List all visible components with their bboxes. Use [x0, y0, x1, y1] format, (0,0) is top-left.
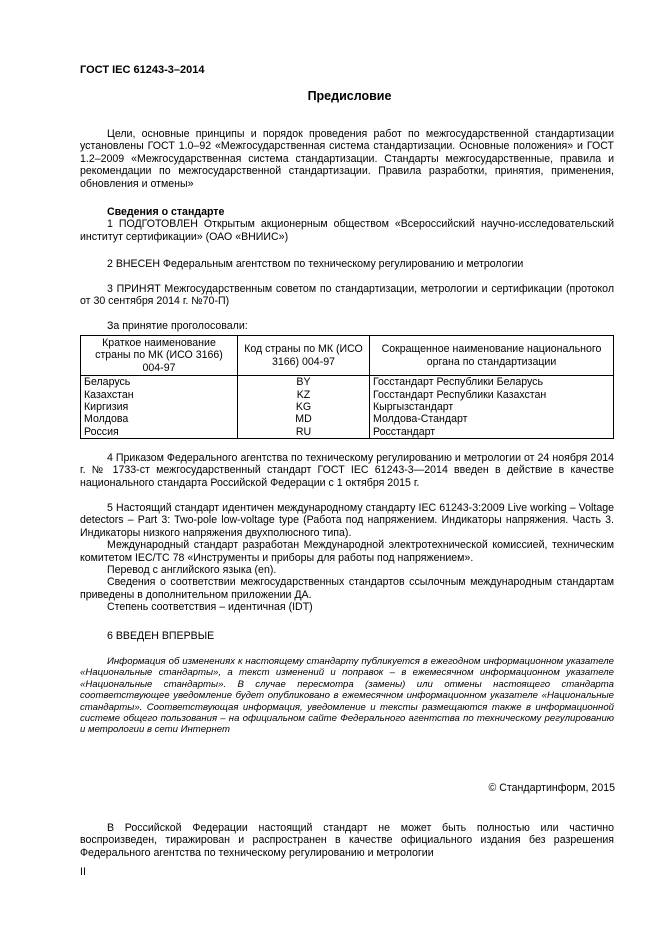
table-cell-code: BY [238, 376, 370, 389]
table-cell-body: Кыргызстандарт [370, 401, 614, 413]
item-1: 1 ПОДГОТОВЛЕН Открытым акционерным обществом «Всероссийский научно-исследовательский институт сертификации» (ОАО «ВНИИС») [80, 218, 614, 243]
item-2: 2 ВНЕСЕН Федеральным агентством по техническому регулированию и метрологии [107, 258, 524, 270]
item-6: 6 ВВЕДЕН ВПЕРВЫЕ [107, 630, 215, 642]
table-row [81, 376, 614, 389]
voted-label: За принятие проголосовали: [107, 320, 248, 332]
item-4: 4 Приказом Федерального агентства по техническому регулированию и метрологии от 24 ноября 2014 г. № 1733-ст межгосударственный стандарт ГОСТ IEC 61243-3—2014 введен в действие в качестве национального стандарта Российской Федерации с 1 октября 2015 г. [80, 452, 614, 489]
table-header-row [81, 336, 614, 376]
table-row [81, 401, 614, 413]
item-5: 5 Настоящий стандарт идентичен международному стандарту IEC 61243-3:2009 Live working – Voltage detectors – Part 3: Two-pole low-voltage type (Работа под напряжением. Индикаторы напряжения. Часть 3. Индикаторы низкого напряжения двухполюсного типа). [80, 502, 614, 539]
intro-text: Цели, основные принципы и порядок проведения работ по межгосударственной стандартизации установлены ГОСТ 1.0–92 «Межгосударственная система стандартизации. Основные положения» и ГОСТ 1.2–2009 «Межгосударственная система стандартизации. Стандарты межгосударственные, правила и рекомендации по межгосударственной стандартизации. Правила разработки, принятия, применения, обновления и отмены» [80, 128, 614, 190]
item-6-block [80, 630, 614, 642]
item-3-block [80, 283, 614, 308]
voted-label-block [80, 320, 614, 332]
copyright: © Стандартинформ, 2015 [488, 782, 615, 794]
table-cell-country: Казахстан [81, 389, 238, 401]
table-header-code: Код страны по МК (ИСО 3166) 004-97 [238, 336, 370, 376]
table-cell-country: Киргизия [81, 401, 238, 413]
table-row [81, 426, 614, 439]
item-5-degree: Степень соответствия – идентичная (IDT) [107, 601, 313, 614]
table-cell-body: Госстандарт Республики Казахстан [370, 389, 614, 401]
item-5-block [80, 502, 614, 614]
item-4-block [80, 452, 614, 489]
notice-block [80, 656, 614, 736]
table-header-country: Краткое наименование страны по МК (ИСО 3166) 004-97 [81, 336, 238, 376]
info-heading: Сведения о стандарте [107, 206, 225, 218]
table-row [81, 389, 614, 401]
item-5-source: Международный стандарт разработан Международной электротехнической комиссией, техническим комитетом IEC/TC 78 «Инструменты и приборы для работы под напряжением». [80, 539, 614, 564]
table-cell-country: Россия [81, 426, 238, 439]
intro-paragraph [80, 128, 614, 190]
footer-note: В Российской Федерации настоящий стандарт не может быть полностью или частично воспроизведен, тиражирован и распространен в качестве официального издания без разрешения Федерального агентства по техническому регулированию и метрологии [80, 822, 614, 859]
table-cell-body: Госстандарт Республики Беларусь [370, 376, 614, 389]
table-header-body: Сокращенное наименование национального органа по стандартизации [370, 336, 614, 376]
page-title: Предисловие [307, 89, 392, 103]
table-cell-code: RU [238, 426, 370, 439]
table-cell-country: Молдова [81, 413, 238, 425]
item-2-block [80, 258, 614, 270]
table-cell-country: Беларусь [81, 376, 238, 389]
standard-info-block [80, 206, 614, 243]
table-cell-code: MD [238, 413, 370, 425]
table-cell-body: Молдова-Стандарт [370, 413, 614, 425]
table-cell-body: Росстандарт [370, 426, 614, 439]
table-cell-code: KZ [238, 389, 370, 401]
item-5-translation: Перевод с английского языка (en). [107, 564, 277, 577]
document-header: ГОСТ IEC 61243-3–2014 [80, 64, 205, 76]
item-5-references: Сведения о соответствии межгосударственных стандартов ссылочным международным стандартам приведены в дополнительном приложении ДА. [80, 576, 614, 601]
item-3: 3 ПРИНЯТ Межгосударственным советом по стандартизации, метрологии и сертификации (протокол от 30 сентября 2014 г. №70-П) [80, 283, 614, 308]
page-number: II [80, 866, 86, 878]
voting-table [80, 335, 614, 439]
notice-text: Информация об изменениях к настоящему стандарту публикуется в ежегодном информационном указателе «Национальные стандарты», а текст изменений и поправок – в ежемесячном информационном указателе «Национальные стандарты». В случае пересмотра (замены) или отмены настоящего стандарта соответствующее уведомление будет опубликовано в ежемесячном информационном указателе «Национальные стандарты». Соответствующая информация, уведомление и тексты размещаются также в информационной системе общего пользования – на официальном сайте Федерального агентства по техническому регулированию и метрологии в сети Интернет [80, 656, 614, 736]
footer-note-block [80, 822, 614, 859]
table-cell-code: KG [238, 401, 370, 413]
table-row [81, 413, 614, 425]
